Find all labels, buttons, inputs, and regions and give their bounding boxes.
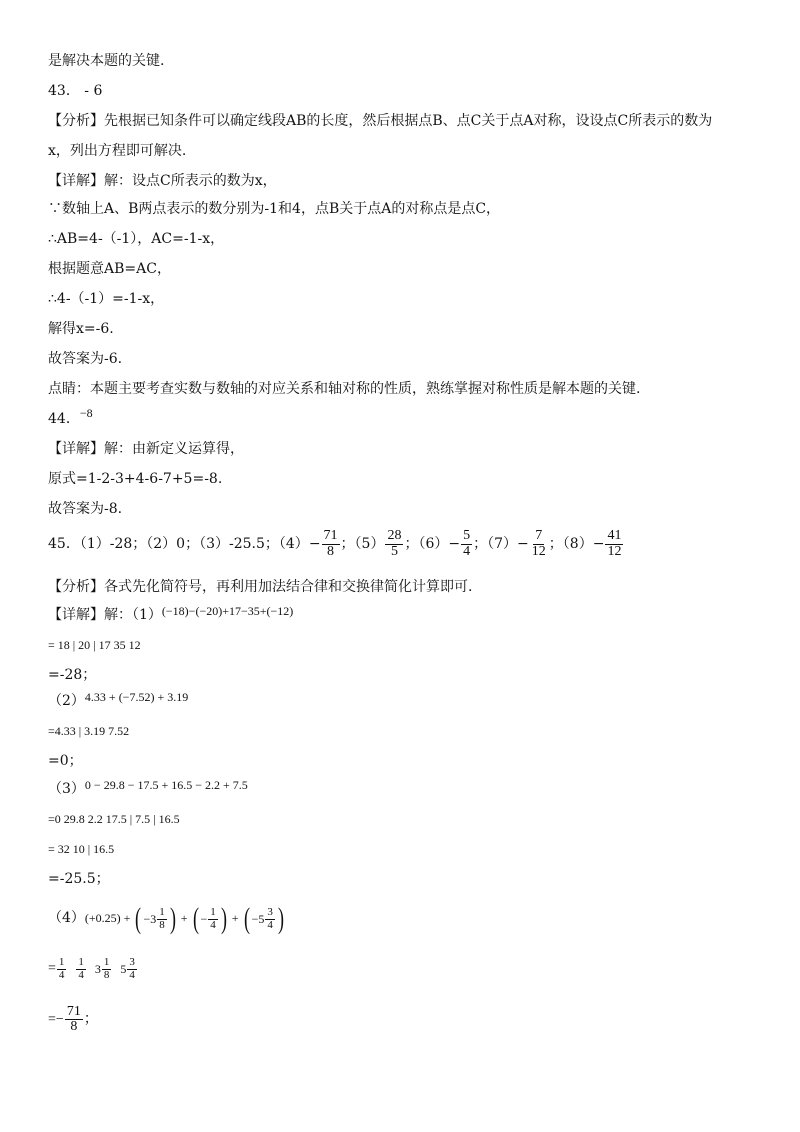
detail-label: 【详解】解：（1） [48, 607, 162, 623]
detail-43-line7: 故答案为-6. [48, 351, 123, 367]
detail-label: （3） [48, 781, 85, 797]
mixed-whole: 3 [94, 962, 101, 977]
math-expression: 4.33 + (−7.52) + 3.19 [84, 690, 189, 704]
denominator: 4 [58, 968, 65, 981]
comment-43: 点睛：本题主要考查实数与数轴的对应关系和轴对称的性质，熟练掌握对称性质是解本题的关键. [48, 381, 641, 397]
detail-45-part4 [48, 898, 286, 939]
detail-43-line2: ∵数轴上A、B两点表示的数分别为-1和4，点B关于点A的对称点是点C， [48, 201, 501, 217]
mixed-whole: −3 [143, 912, 157, 927]
numerator: 71 [323, 527, 338, 543]
numerator: 28 [387, 527, 402, 543]
fraction [102, 957, 112, 981]
plus-sign: + [177, 911, 191, 925]
denominator: 4 [78, 968, 84, 981]
denominator: 12 [531, 543, 546, 559]
math-term: (+0.25) + [84, 911, 134, 925]
detail-44-line1: 【详解】解：由新定义运算得， [48, 441, 244, 457]
denominator: 8 [327, 543, 335, 559]
fraction [57, 957, 67, 981]
analysis-45: 【分析】各式先化简符号，再利用加法结合律和交换律简化计算即可. [48, 579, 473, 595]
answer-value: −8 [79, 406, 93, 420]
parenthesized-term [191, 899, 229, 939]
detail-43-line3: ∴AB=4-（-1），AC=-1-x， [48, 231, 225, 247]
math-result [48, 1000, 98, 1040]
answer-44 [48, 406, 93, 428]
minus-sign: − [592, 536, 605, 552]
fraction [530, 529, 548, 559]
detail-43-line5: ∴4-（-1）=-1-x， [48, 291, 165, 307]
answer-45-sep: ；（6） [404, 536, 449, 552]
minus-sign: − [55, 1012, 64, 1027]
fraction [65, 1005, 83, 1035]
answer-43: 43． - 6 [48, 83, 103, 99]
math-step: = 18 | 20 | 17 35 12 [48, 638, 141, 652]
analysis-43-line2: x，列出方程即可解决. [48, 143, 187, 159]
numerator: 1 [58, 956, 65, 969]
equals-sign: = [48, 1012, 56, 1027]
fraction [322, 529, 340, 559]
denominator: 4 [210, 918, 216, 931]
parenthesized-term [133, 899, 177, 939]
punctuation: ； [83, 1012, 98, 1027]
math-step: =4.33 | 3.19 7.52 [48, 724, 130, 738]
minus-sign: − [200, 912, 208, 927]
question-number: 44． [48, 411, 80, 427]
numerator: 3 [129, 956, 135, 969]
numerator: 71 [66, 1003, 81, 1019]
math-step: = 32 10 | 16.5 [48, 842, 115, 856]
detail-43-line4: 根据题意AB=AC， [48, 261, 171, 277]
fraction [265, 907, 275, 931]
fraction [461, 529, 472, 559]
math-result: =0； [48, 753, 83, 769]
answer-45 [48, 524, 624, 564]
denominator: 8 [103, 968, 110, 981]
numerator: 5 [463, 527, 471, 543]
math-result: =-25.5； [48, 871, 110, 887]
numerator: 3 [267, 906, 273, 919]
fraction [605, 529, 623, 559]
answer-45-sep: ；（8） [548, 536, 593, 552]
fraction [157, 907, 167, 931]
math-step: =0 29.8 2.2 17.5 | 7.5 | 16.5 [48, 812, 180, 826]
denominator: 4 [267, 918, 273, 931]
numerator: 1 [210, 906, 216, 919]
numerator: 1 [159, 906, 165, 919]
left-paren: ( [192, 902, 199, 936]
plus-sign: + [228, 911, 242, 925]
detail-45-part2 [48, 692, 188, 710]
right-paren: ) [220, 902, 227, 936]
left-paren: ( [135, 902, 142, 936]
detail-45-part1 [48, 606, 293, 624]
analysis-43-line1: 【分析】先根据已知条件可以确定线段AB的长度，然后根据点B、点C关于点A对称，设设点C所表示的数为 [48, 113, 713, 129]
detail-44-line2: 原式=1-2-3+4-6-7+5=-8. [48, 471, 223, 487]
answer-45-sep: ；（7） [473, 536, 518, 552]
fraction [208, 907, 218, 931]
minus-sign: − [308, 536, 321, 552]
math-result: =-28； [48, 667, 97, 683]
equals-sign: = [48, 961, 56, 976]
detail-43-line1: 【详解】解：设点C所表示的数为x， [48, 173, 277, 189]
denominator: 12 [607, 543, 622, 559]
detail-label: （4） [48, 910, 85, 926]
text-line: 是解决本题的关键. [48, 53, 165, 69]
math-expression: (−18)−(−20)+17−35+(−12) [161, 604, 294, 618]
denominator: 4 [463, 543, 471, 559]
left-paren: ( [243, 902, 250, 936]
detail-43-line6: 解得x=-6. [48, 321, 114, 337]
mixed-number [120, 951, 138, 987]
right-paren: ) [169, 902, 176, 936]
right-paren: ) [277, 902, 284, 936]
mixed-whole: 5 [120, 962, 127, 977]
math-expression: 0 − 29.8 − 17.5 + 16.5 − 2.2 + 7.5 [84, 778, 248, 792]
detail-45-part3 [48, 780, 248, 798]
minus-sign: − [517, 536, 529, 552]
mixed-whole: −5 [251, 912, 265, 927]
answer-45-head: 45．（1）-28；（2）0；（3）-25.5；（4） [48, 536, 309, 552]
answer-45-sep: ；（5） [340, 536, 385, 552]
minus-sign: − [448, 536, 461, 552]
numerator: 7 [535, 527, 543, 543]
denominator: 8 [70, 1019, 78, 1035]
denominator: 5 [390, 543, 398, 559]
numerator: 1 [103, 956, 110, 969]
detail-label: （2） [48, 693, 85, 709]
numerator: 1 [78, 956, 84, 969]
numerator: 41 [607, 527, 622, 543]
parenthesized-term [242, 899, 286, 939]
fraction [127, 957, 137, 981]
denominator: 4 [129, 968, 135, 981]
math-step [48, 950, 138, 987]
mixed-number [95, 951, 113, 987]
denominator: 8 [159, 918, 165, 931]
fraction [385, 529, 403, 559]
fraction [76, 957, 86, 981]
detail-44-line3: 故答案为-8. [48, 501, 123, 517]
